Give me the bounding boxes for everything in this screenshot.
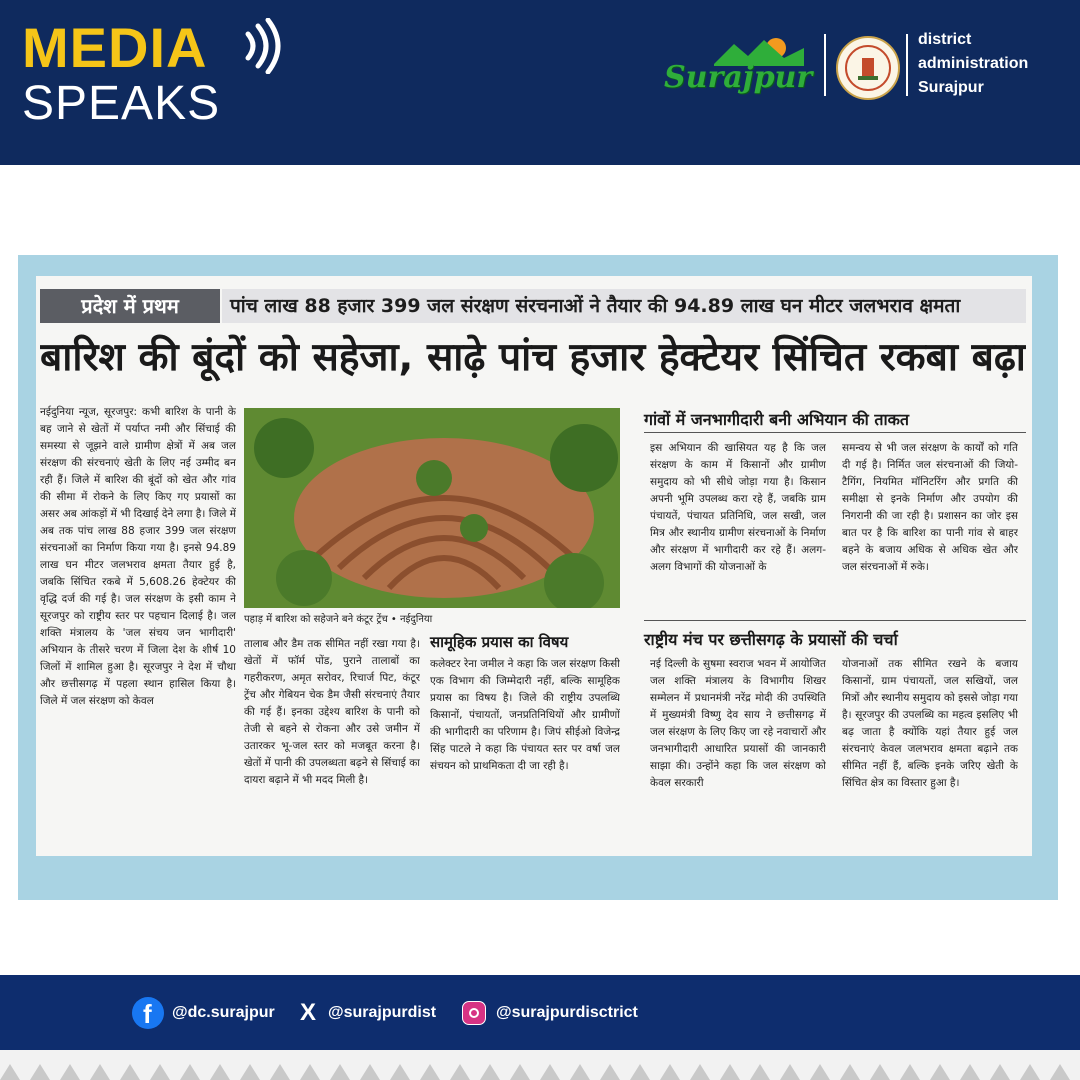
district-admin-label: [918, 28, 1028, 100]
facebook-glyph: f: [143, 999, 152, 1029]
x-icon[interactable]: X: [300, 999, 317, 1026]
logo-text: Surajpur: [664, 60, 813, 95]
state-emblem-icon: [836, 36, 900, 100]
header-divider: [824, 34, 826, 96]
facebook-handle[interactable]: @dc.surajpur: [172, 1004, 275, 1021]
section-tag: प्रदेश में प्रथम: [40, 289, 220, 323]
subhead-samuhik: सामूहिक प्रयास का विषय: [430, 633, 569, 651]
divider-rule: [644, 620, 1026, 621]
article-column: तालाब और डैम तक सीमित नहीं रखा गया है। खेतों में फॉर्म पोंड, पुराने तालाबों का गहरीकरण, अमृत सरोवर, रिचार्ज पिट, कंटूर ट्रेंच और गेबियन चेक डैम जैसी संरचनाएं तैयार की गई हैं। इनका उद्देश्य बारिश के पानी को तेजी से बहने से रोकना और उसे जमीन में उतारकर भू-जल स्तर को मजबूत करना है। खेतों में पानी की उपलब्धता बढ़ने से सिंचाई का दायरा बढ़ाने में भी मदद मिली है।: [244, 638, 420, 786]
instagram-handle[interactable]: @surajpurdisctrict: [496, 1004, 638, 1021]
instagram-icon[interactable]: [462, 1001, 486, 1025]
photo-contour-trench: [244, 408, 620, 608]
broadcast-wave-icon: [244, 18, 288, 74]
header-divider: [906, 34, 908, 96]
article-column: योजनाओं तक सीमित रखने के बजाय किसानों, ग्राम पंचायतों, जल सखियों, जल मित्रों और स्थानीय समुदाय को इससे जोड़ा गया है। सूरजपुर की उपलब्धि का महत्व इसलिए भी बढ़ जाता है क्योंकि यहां तैयार हुई जल संरचनाएं केवल जलभराव क्षमता बढ़ाने तक सीमित नहीं हैं, बल्कि इनके जरिए खेती के सिंचित क्षेत्र का विस्तार हुआ है।: [842, 658, 1018, 789]
district-line: administration: [918, 55, 1029, 72]
surajpur-logo: [664, 30, 819, 104]
x-handle[interactable]: @surajpurdist: [328, 1004, 437, 1021]
subhead-gaon: गांवों में जनभागीदारी बनी अभियान की ताकत: [644, 410, 909, 429]
brand-speaks: SPEAKS: [22, 77, 221, 130]
brand-media: MEDIA: [22, 16, 208, 79]
district-line: Surajpur: [918, 79, 984, 96]
kicker-line: पांच लाख 88 हजार 399 जल संरक्षण संरचनाओं ने तैयार की 94.89 लाख घन मीटर जलभराव क्षमता: [222, 289, 1026, 323]
headline: बारिश की बूंदों को सहेजा, साढ़े पांच हजार हेक्टेयर सिंचित रकबा बढ़ा: [40, 335, 1026, 380]
photo-caption: पहाड़ में बारिश को सहेजने बने कंटूर ट्रेंच • नईदुनिया: [244, 614, 433, 625]
article-column: नईदुनिया न्यूज, सूरजपुर: कभी बारिश के पानी के बह जाने से खेतों में पर्याप्त नमी और सिंचाई की समस्या से जूझने वाले ग्रामीण क्षेत्रों में अब जल संरक्षण की संरचनाएं खेती के लिए नई उम्मीद बन रही हैं। जिले में बारिश की बूंदों को खेत और गांव की सीमा में रोकने के लिए किए गए प्रयासों का असर अब आंकड़ों में भी दिखाई देने लगा है। जिले में अब तक पांच लाख 88 हजार 399 जल संरक्षण संरचनाओं का निर्माण किया गया है। इनसे 94.89 लाख घन मीटर जलभराव क्षमता तैयार हुई है, जबकि सिंचित रकबे में 5,608.26 हेक्टेयर की वृद्धि दर्ज की गई है। जल संरक्षण के इसी काम ने सूरजपुर को राष्ट्रीय स्तर पर पहचान दिलाई है। जल शक्ति मंत्रालय के 'जल संचय जन भागीदारी' अभियान के तीसरे चरण में जिला देश के शीर्ष 10 जिलों में शामिल हुआ है। सूरजपुर ने देश में चौथा और छत्तीसगढ़ में पहला स्थान हासिल किया है। जिले में जल संरक्षण को केवल: [40, 406, 236, 707]
decorative-pattern-strip: [0, 1050, 1080, 1080]
district-line: district: [918, 31, 972, 48]
divider-rule: [644, 432, 1026, 433]
article-column: कलेक्टर रेना जमील ने कहा कि जल संरक्षण किसी एक विभाग की जिम्मेदारी नहीं, बल्कि सामूहिक प्रयास का विषय है। जिले की राष्ट्रीय उपलब्धि किसानों, पंचायतों, जनप्रतिनिधियों और ग्रामीणों की भागीदारी का परिणाम है। जिपं सीईओ विजेन्द्र सिंह पाटले ने कहा कि पंचायत स्तर पर वर्षा जल संचयन को प्राथमिकता दी जा रही है।: [430, 658, 620, 772]
subhead-rashtriya: राष्ट्रीय मंच पर छत्तीसगढ़ के प्रयासों की चर्चा: [644, 630, 898, 649]
article-column: नई दिल्ली के सुषमा स्वराज भवन में आयोजित जल शक्ति मंत्रालय के विभागीय शिखर सम्मेलन में प्रधानमंत्री नरेंद्र मोदी की उपस्थिति में मुख्यमंत्री विष्णु देव साय ने छत्तीसगढ़ में जल संरक्षण के लिए किए जा रहे नवाचारों और जनभागीदारी आधारित प्रयासों की जानकारी साझा की। उन्होंने कहा कि जल संरक्षण को केवल सरकारी: [650, 658, 826, 789]
article-column: समन्वय से भी जल संरक्षण के कार्यों को गति दी गई है। निर्मित जल संरचनाओं की जियो-टैगिंग, नियमित मॉनिटरिंग और प्रगति की समीक्षा से इनके निर्माण और उपयोग की निगरानी की जा रही है। प्रशासन का जोर इस बात पर है कि बारिश का पानी गांव से बाहर बहने के बजाय अधिक से अधिक खेत और जल संरचनाओं में रुके।: [842, 442, 1018, 573]
article-column: इस अभियान की खासियत यह है कि जल संरक्षण के काम में किसानों और ग्रामीण समुदाय को भी सीधे जोड़ा गया है। किसान अपनी भूमि उपलब्ध करा रहे हैं, जबकि ग्राम पंचायतें, पंचायत प्रतिनिधि, जल सखी, जल मित्र और स्थानीय ग्रामीण संरचनाओं के निर्माण और संरक्षण में भागीदारी कर रहे हैं। अलग-अलग विभागों की योजनाओं के: [650, 442, 826, 573]
